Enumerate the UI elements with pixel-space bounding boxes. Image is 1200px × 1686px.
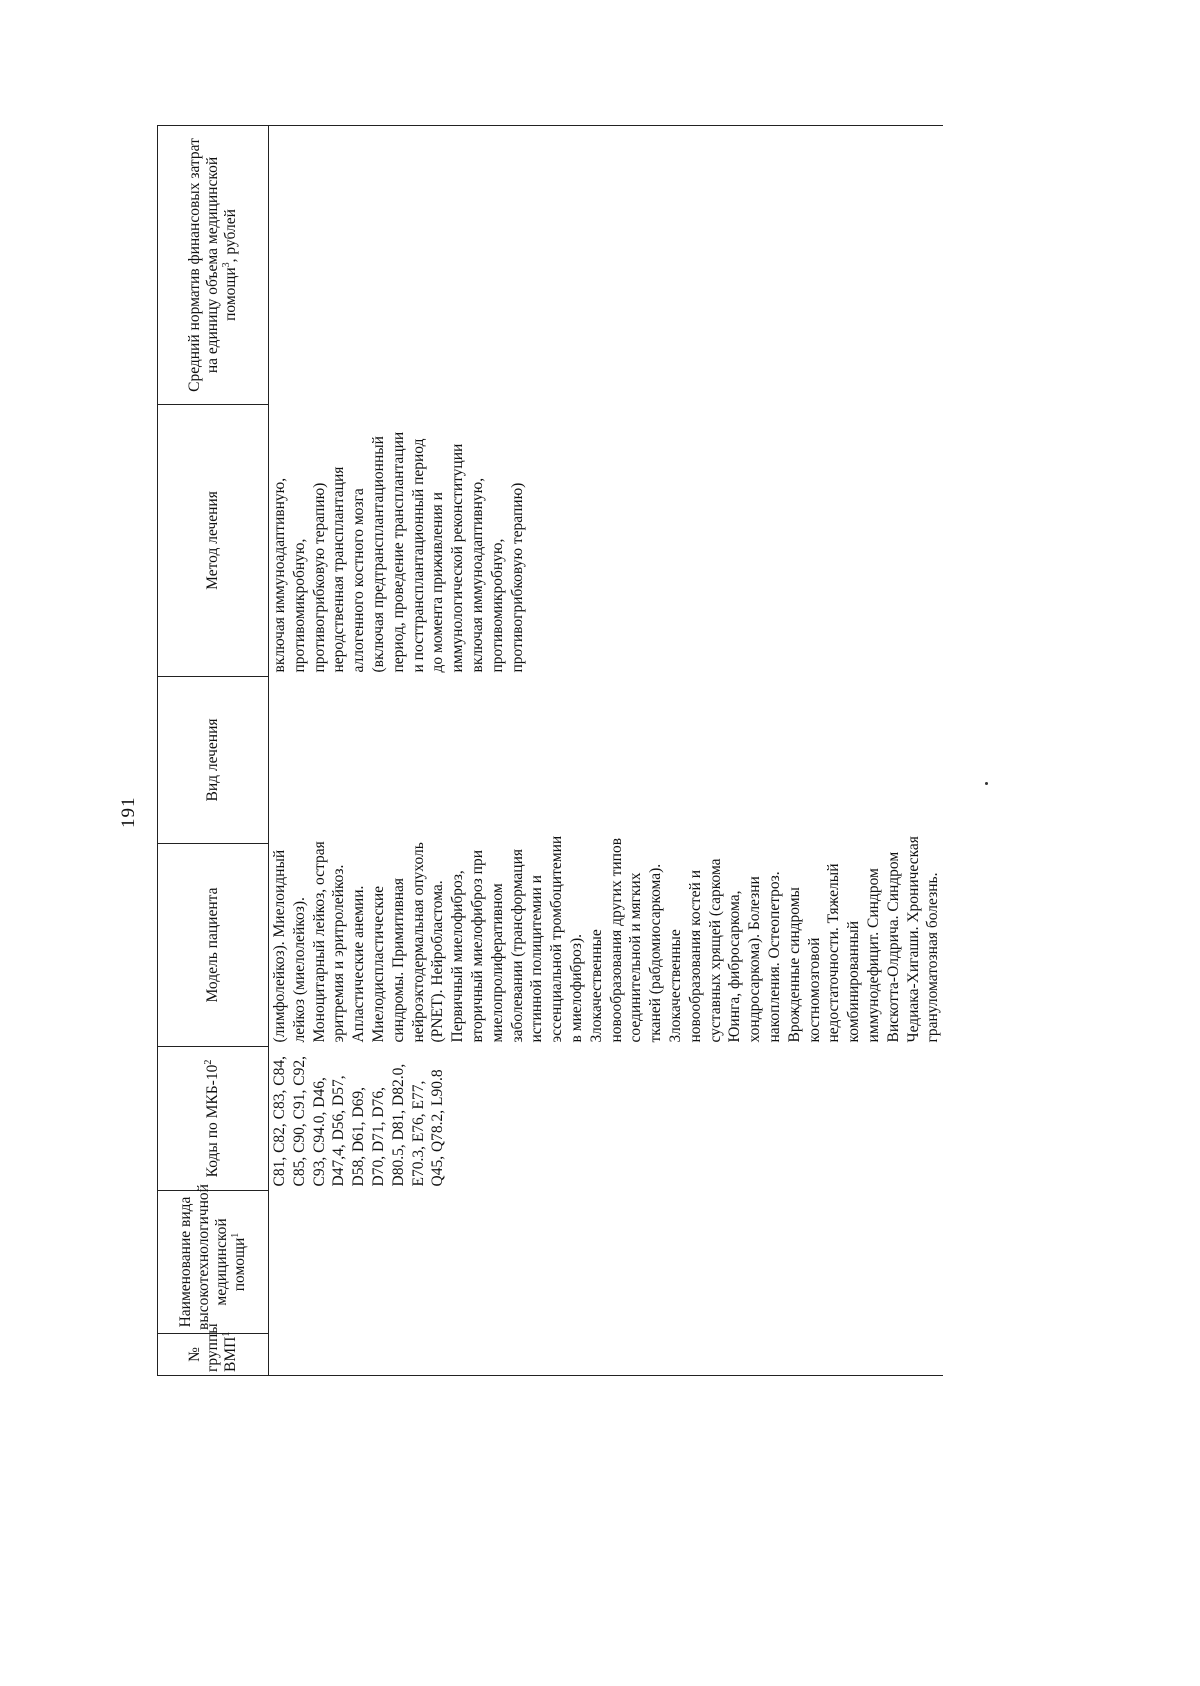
header-vmp-name: Наименование вида высокотехнологичной медицинской помощи$^1$ [158,1191,269,1334]
cell-line: C81, C82, C83, C84, [271,1056,288,1187]
cell-line: эссенциальной тромбоцитемии [548,835,566,1043]
header-treatment-type: Вид лечения [158,677,269,844]
table-row [269,126,944,1376]
cell-line: новообразования костей и [686,869,704,1043]
vmp-table [157,125,943,1376]
cell-line: недостаточности. Тяжелый [825,863,843,1043]
cell-line: D70, D71, D76, [369,1087,387,1187]
cell-line: эритремия и эритролейкоз. [330,864,348,1043]
cell-line: включая иммуноадаптивную, [468,477,486,673]
cell-line: синдромы. Примитивная [389,877,407,1043]
cell-line: лейкоз (миелолейкоз). [290,897,308,1043]
page-number: 191 [118,796,139,828]
header-treatment-method: Метод лечения [158,405,269,677]
cell-treatment-type [269,677,944,844]
header-patient-model: Модель пациента [158,844,269,1047]
cell-line: истинной полицитемии и [528,875,546,1043]
cell-line: (лимфолейкоз). Миелоидный [271,849,288,1043]
cell-cost-norm [269,126,944,405]
cell-line: заболевании (трансформация [508,848,526,1043]
cell-line: соединительной и мягких [627,872,645,1043]
cell-line: новообразования других типов [607,837,625,1043]
cell-line: (PNET). Нейробластома. [429,880,447,1043]
cell-line: Q45, Q78.2, L90.8 [429,1069,447,1187]
cell-line: противогрибковую терапию) [310,482,328,673]
cell-line: неродственная трансплантация [330,466,348,673]
cell-line: вторичный миелофиброз при [468,849,486,1043]
cell-patient-model [269,835,944,1047]
cell-line: Миелодиспластические [369,885,387,1043]
cell-line: Вискотта-Олдрича. Синдром [884,851,902,1043]
header-group-number: № группы ВМП$^1$ [158,1334,269,1376]
cell-vmp-name [269,1191,944,1334]
cell-line: C93, C94.0, D46, [310,1077,328,1187]
cell-line: Злокачественные [587,929,605,1043]
cell-line: хондросаркома). Болезни [746,876,764,1043]
cell-line: включая иммуноадаптивную, [271,477,288,673]
cell-line: Первичный миелофиброз, [449,870,467,1043]
cell-line: комбинированный [845,920,863,1043]
cell-line: Апластические анемии. [350,885,368,1043]
cell-line: D47,4, D56, D57, [330,1075,348,1187]
cell-line: Врожденные синдромы [785,887,803,1043]
cell-line: Юинга, фибросаркома, [726,890,744,1043]
cell-line: до момента приживления и [429,492,447,673]
cell-line: противогрибковую терапию) [508,482,526,673]
cell-line: миелопролиферативном [488,883,506,1043]
cell-line: суставных хрящей (саркома [706,858,724,1043]
cell-line: Чедиака-Хигаши. Хроническая [904,836,922,1043]
table-header-row [158,126,269,1376]
cell-line: E70.3, E76, E77, [409,1080,427,1187]
scan-speck [985,782,988,785]
cell-treatment-method [269,405,944,677]
cell-line: в миелофиброз). [567,933,585,1043]
cell-line: C85, C90, C91, C92, [290,1056,308,1187]
document-sheet [157,126,1200,1376]
cell-line: грануломатозная болезнь. [924,872,942,1043]
cell-line: период, проведение трансплантации [389,431,407,673]
header-cost-norm: Средний норматив финансовых затрат на единицу объема медицинской помощи$^3$, рублей [158,126,269,405]
cell-line: иммунодефицит. Синдром [864,868,882,1043]
cell-line: костномозговой [805,937,823,1043]
cell-line: аллогенного костного мозга [350,488,368,673]
cell-line: Злокачественные [666,929,684,1043]
cell-icd-codes [269,1047,944,1191]
cell-line: (включая предтрансплантационный [369,436,387,673]
cell-line: противомикробную, [290,538,308,673]
cell-group-number [269,1334,944,1376]
cell-line: накопления. Остеопетроз. [765,871,783,1043]
cell-line: тканей (рабдомиосаркома). [647,863,665,1043]
cell-line: D58, D61, D69, [350,1087,368,1187]
cell-line: D80.5, D81, D82.0, [389,1063,407,1187]
cell-line: иммунологической реконституции [449,443,467,673]
cell-line: и посттрансплантационный период [409,438,427,673]
header-icd-codes: Коды по МКБ-$10^2$ [158,1047,269,1191]
cell-line: противомикробную, [488,538,506,673]
cell-line: нейроэктодермальная опухоль [409,842,427,1043]
cell-line: Моноцитарный лейкоз, острая [310,841,328,1043]
